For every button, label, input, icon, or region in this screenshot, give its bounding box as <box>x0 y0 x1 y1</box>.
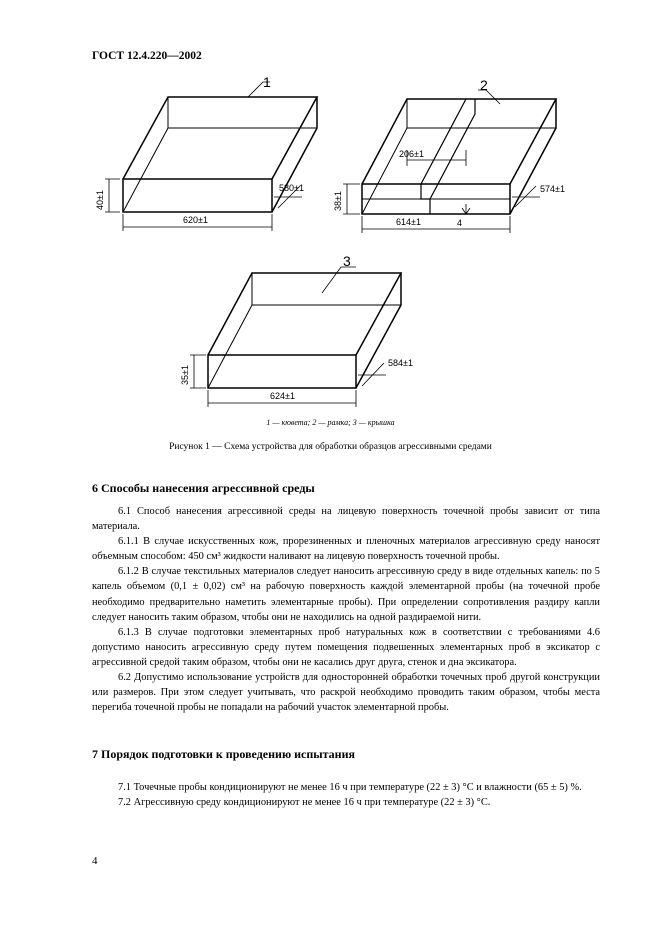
box-2-thickness-label: 4 <box>457 218 463 228</box>
paragraph-6-1: 6.1 Способ нанесения агрессивной среды на лицевую поверхность точечной пробы зависит от типа материала. <box>92 506 600 533</box>
box-3-lid <box>208 273 401 388</box>
figure-1-drawing <box>0 0 661 415</box>
box-1-cuvette <box>123 97 317 212</box>
box-3-depth-label: 584±1 <box>388 358 413 368</box>
page-number: 4 <box>92 855 98 867</box>
box-2-inner-label: 206±1 <box>399 149 424 159</box>
section-7-body <box>92 780 600 810</box>
section-7-title: 7 Порядок подготовки к проведению испытания <box>92 747 355 761</box>
box-2-height-label: 38±1 <box>333 191 343 211</box>
figure-legend: 1 — кювета; 2 — рамка; 3 — крышка <box>266 418 395 427</box>
box-1-number: 1 <box>263 74 271 90</box>
box-3-width-label: 624±1 <box>270 391 295 401</box>
paragraph-6-2: 6.2 Допустимо использование устройств для односторонней обработки точечных проб другой конструкции или размеров. При этом следует учитывать, что раскрой необходимо проводить таким образом, чтобы места перегиба точечной пробы не попадали на рабочий участок элементарной пробы. <box>92 672 600 714</box>
paragraph-6-1-3: 6.1.3 В случае подготовки элементарных проб натуральных кож в соответствии с требованиями 4.6 допустимо наносить агрессивную среду путем помещения подвешенных элементарных проб в эксикатор с агрессивной средой таким образом, чтобы они не касались друг друга, стенок и дна эксикатора. <box>92 626 600 668</box>
document-header: ГОСТ 12.4.220—2002 <box>92 50 202 62</box>
paragraph-7-1: 7.1 Точечные пробы кондиционируют не менее 16 ч при температуре (22 ± 3) °С и влажности (65 ± 5) %. <box>118 782 582 793</box>
box-1-height-label: 40±1 <box>95 190 105 210</box>
box-2-number: 2 <box>480 77 488 93</box>
box-3-number: 3 <box>343 253 351 269</box>
box-3-height-label: 35±1 <box>180 365 190 385</box>
paragraph-6-1-2: 6.1.2 В случае текстильных материалов следует наносить агрессивную среду в виде отдельных капель: по 5 капель объемом (0,1 ± 0,02) см³ на рабочую поверхность каждой элементарной пробы (на точечной пробе необходимо предварительно наметить элементарные пробы). При определении сопротивления раздиру капли следует наносить таким образом, чтобы они не находились на одной раздираемой нити. <box>92 566 600 623</box>
box-1-depth-label: 580±1 <box>279 183 304 193</box>
box-1-width-label: 620±1 <box>183 215 208 225</box>
section-6-title: 6 Способы нанесения агрессивной среды <box>92 481 315 495</box>
paragraph-7-2: 7.2 Агрессивную среду кондиционируют не менее 16 ч при температуре (22 ± 3) °С. <box>118 797 491 809</box>
box-2-depth-label: 574±1 <box>540 184 565 194</box>
figure-caption: Рисунок 1 — Схема устройства для обработки образцов агрессивными средами <box>169 442 492 452</box>
paragraph-6-1-1: 6.1.1 В случае искусственных кож, прорезиненных и пленочных материалов агрессивную среду наносят объемным способом: 450 см³ жидкости наливают на лицевую поверхность точечной пробы. <box>92 536 600 563</box>
box-2-width-label: 614±1 <box>396 217 421 227</box>
section-6-body <box>92 504 600 715</box>
